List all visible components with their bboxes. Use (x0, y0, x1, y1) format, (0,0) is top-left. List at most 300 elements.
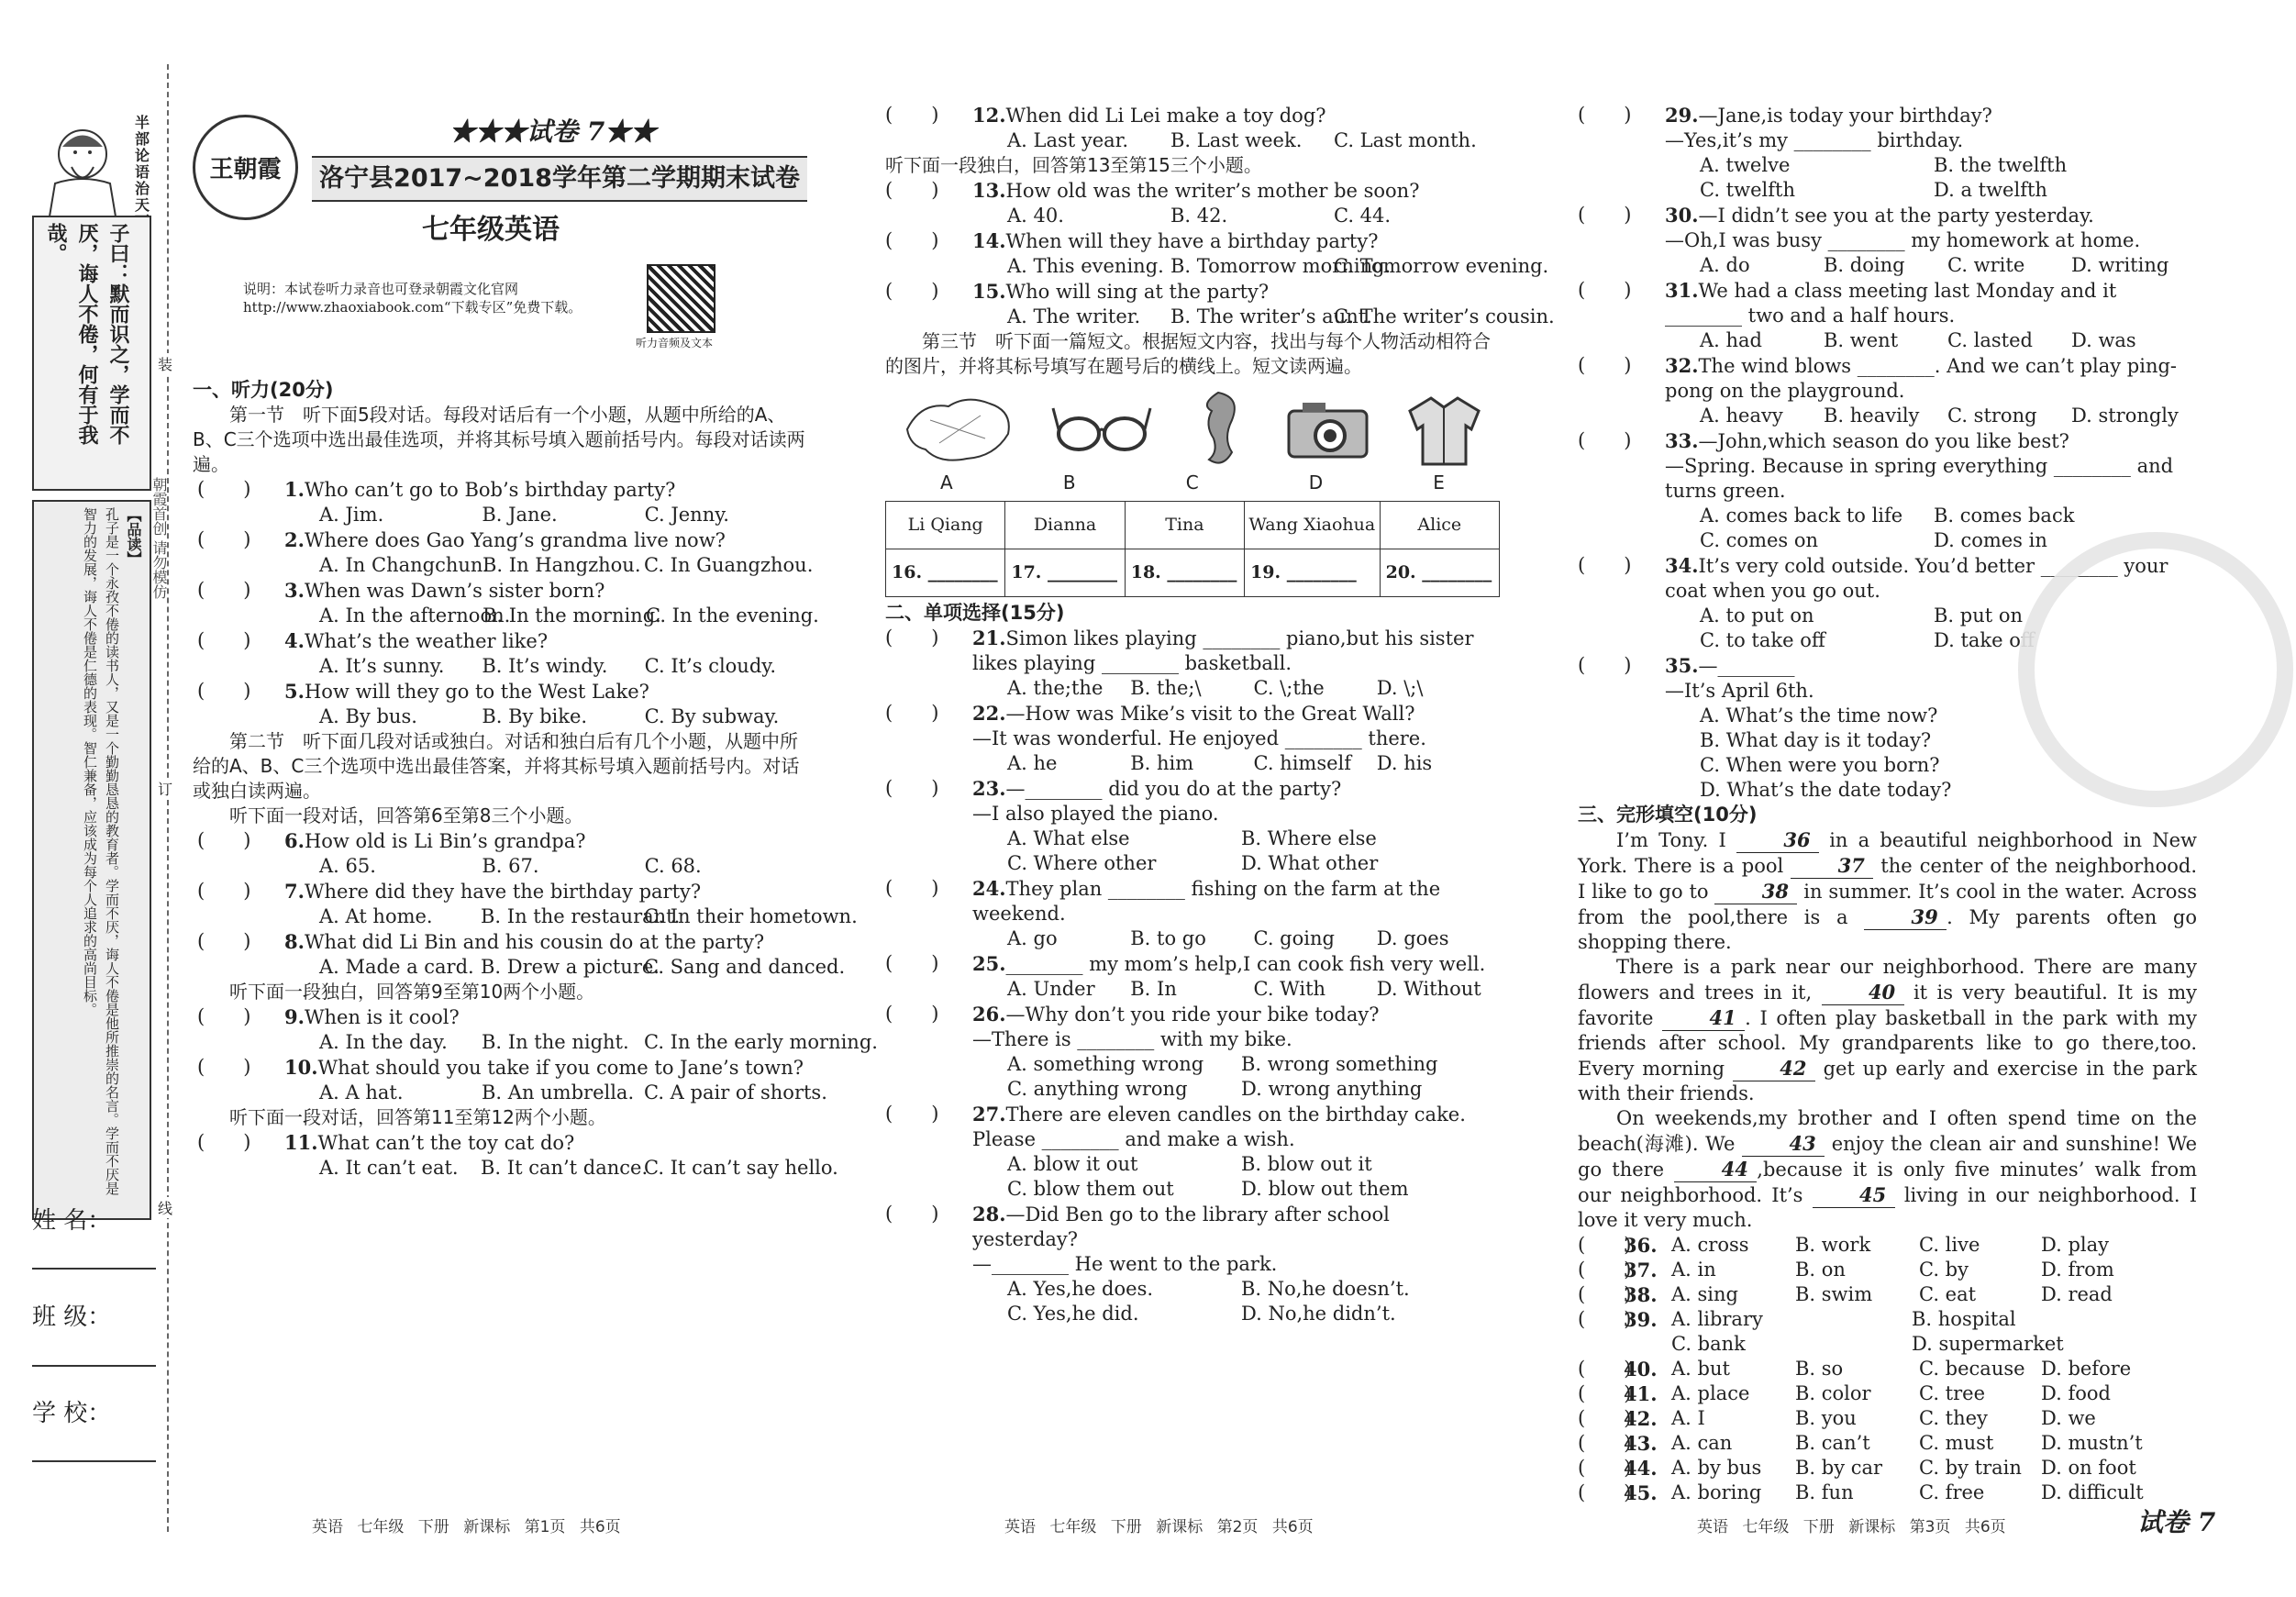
option-d[interactable]: D. What other (1241, 852, 1379, 874)
options-row (972, 826, 1500, 851)
option-c[interactable]: C. In the evening. (646, 604, 819, 627)
blank-43[interactable]: 43 (1742, 1131, 1825, 1157)
side-vertical-text: 朝霞首创 请勿模仿 (150, 477, 168, 600)
name-li-qiang: Li Qiang (886, 502, 1005, 549)
option-a[interactable]: A. can (1671, 1432, 1733, 1454)
option-a[interactable]: A. something wrong (1007, 1053, 1204, 1075)
answer-bracket[interactable]: ( ) (885, 104, 939, 126)
options-row (972, 977, 1500, 1002)
question-text (972, 1202, 1500, 1252)
option-a[interactable]: A. What else (1007, 827, 1130, 849)
option-d[interactable]: D. from (2041, 1259, 2114, 1281)
option-a[interactable]: A. In the day. (319, 1031, 448, 1053)
option-c[interactable]: C. 68. (644, 855, 702, 877)
answer-bracket[interactable]: ( ) (1578, 1432, 1632, 1454)
answer-bracket[interactable]: ( ) (1578, 429, 1632, 451)
page-footer-1: 英语 七年级 下册 新课标 第1页 共6页 (312, 1518, 621, 1536)
cloze-paragraph-1: I’m Tony. I 36 in a beautiful neighborhood in New York. There is a pool 37 the center of the neighborhood. I like to go to 38 in summer. It’s cool in the water. Across from the pool,there is a 39 . My parents often go shopping there. (1578, 828, 2198, 953)
option-b[interactable]: B. doing (1824, 254, 1905, 276)
answer-19[interactable]: 19. ________ (1245, 549, 1381, 597)
option-b[interactable]: B. 67. (482, 855, 539, 877)
answer-bracket[interactable]: ( ) (1578, 1358, 1632, 1380)
option-b[interactable]: B. swim (1795, 1283, 1873, 1305)
cloze-paragraph-3: On weekends,my brother and I often spend time on the beach(海滩). We 43 enjoy the clean air and sunshine! We go there 44 ,because it is only five minutes’ walk from our neighborhood. It’s 45 living in our neighborhood. I love it very much. (1578, 1107, 2198, 1231)
option-d[interactable]: D. writing (2071, 254, 2169, 276)
option-b[interactable]: B. Drew a picture. (481, 956, 660, 978)
question-stem: —Yes,it’s my ________ birthday. (1665, 129, 1964, 151)
options-row (1665, 178, 2197, 203)
answer-bracket[interactable]: ( ) (1578, 1234, 1632, 1256)
option-d[interactable]: D. strongly (2071, 405, 2179, 427)
option-b[interactable]: B. on (1795, 1259, 1846, 1281)
answer-bracket[interactable]: ( ) (885, 179, 939, 201)
option-c[interactable]: C. himself (1253, 752, 1352, 774)
option-b[interactable]: B. went (1824, 329, 1899, 351)
option-b[interactable]: B. The writer’s aunt. (1170, 305, 1372, 327)
question-text (972, 802, 1500, 826)
question-14 (885, 228, 1549, 279)
option-b[interactable]: B. so (1795, 1358, 1844, 1380)
question-text (972, 1002, 1500, 1027)
question-text (284, 578, 807, 604)
answer-bracket[interactable]: ( ) (1578, 104, 1632, 126)
question-21 (885, 626, 1500, 701)
option-a[interactable]: A. Jim. (319, 504, 384, 526)
option-b[interactable]: B. color (1795, 1382, 1871, 1404)
option-c[interactable]: C. Sang and danced. (644, 956, 846, 978)
question-stem: What can’t the toy cat do? (317, 1132, 575, 1154)
question-number: 36. (1624, 1234, 1658, 1257)
option-d[interactable]: D. blow out them (1241, 1178, 1409, 1200)
answer-bracket[interactable]: ( ) (1578, 554, 1632, 576)
question-number: 43. (1624, 1432, 1658, 1455)
option-c[interactable]: C. write (1947, 254, 2025, 276)
option-d[interactable]: D. on foot (2041, 1457, 2136, 1479)
motto-vertical: 半 部 论 语 治 天 (134, 114, 150, 214)
question-stem: We had a class meeting last Monday and it ________ two and a half hours. (1665, 280, 2117, 327)
options-row (972, 1177, 1500, 1202)
answer-bracket[interactable]: ( ) (197, 629, 251, 651)
option-b[interactable]: B. Last week. (1170, 129, 1303, 151)
hint-6-8: 听下面一段对话，回答第6至第8三个小题。 (229, 804, 583, 826)
option-a[interactable]: A. boring (1671, 1481, 1762, 1503)
option-a[interactable]: A. It can’t eat. (319, 1157, 459, 1179)
question-32 (1578, 353, 2197, 428)
option-a[interactable]: A. to put on (1700, 604, 1814, 627)
option-b[interactable]: B. Jane. (482, 504, 558, 526)
option-c[interactable]: C. going (1253, 927, 1335, 949)
option-b[interactable]: B. In (1130, 978, 1177, 1000)
question-text (1665, 128, 2197, 153)
option-a[interactable]: A. blow it out (1007, 1153, 1138, 1175)
option-a[interactable]: A. heavy (1700, 405, 1783, 427)
option-a[interactable]: A. but (1671, 1358, 1730, 1380)
question-text (1665, 454, 2197, 504)
answer-17[interactable]: 17. ________ (1005, 549, 1125, 597)
option-c[interactable]: C. they (1919, 1407, 1988, 1429)
question-27 (885, 1102, 1500, 1202)
blank-39[interactable]: 39 (1864, 904, 1947, 930)
option-c[interactable]: C. lasted (1947, 329, 2033, 351)
class-field[interactable] (32, 1365, 156, 1367)
answer-bracket[interactable]: ( ) (197, 579, 251, 601)
answer-bracket[interactable]: ( ) (197, 528, 251, 550)
name-wang-xiaohua: Wang Xiaohua (1245, 502, 1381, 549)
option-c[interactable]: C. Last month. (1334, 129, 1477, 151)
option-d[interactable]: D. \;\ (1376, 677, 1424, 699)
china-map-icon (903, 393, 1017, 466)
option-a[interactable]: A. In Changchun. (319, 554, 490, 576)
option-b[interactable]: B. By bike. (482, 705, 588, 727)
option-d[interactable]: D. was (2071, 329, 2136, 351)
question-stem: When did Li Lei make a toy dog? (1005, 105, 1326, 127)
option-d[interactable]: D. before (2041, 1358, 2132, 1380)
question-2 (193, 527, 814, 578)
question-11 (193, 1130, 838, 1181)
option-a[interactable]: A. Under (1007, 978, 1095, 1000)
part2-instructions: 第二节 听下面几段对话或独白。对话和独白后有几个小题，从题中所给的A、B、C三个选项中选出最佳答案，并将其标号填入题前括号内。对话或独白读两遍。 (193, 730, 800, 802)
option-a[interactable]: A. twelve (1700, 154, 1791, 176)
option-c[interactable]: C. by (1919, 1259, 1969, 1281)
answer-18[interactable]: 18. ________ (1125, 549, 1244, 597)
question-number: 44. (1624, 1457, 1658, 1480)
answer-bracket[interactable]: ( ) (1578, 1308, 1632, 1330)
option-c[interactable]: C. When were you born? (1700, 754, 1940, 776)
option-a[interactable]: A. comes back to life (1700, 505, 1903, 527)
question-number: 14. (972, 229, 1006, 252)
pindu-title: 【品读】 (125, 507, 142, 566)
answer-bracket[interactable]: ( ) (1578, 1283, 1632, 1305)
option-c[interactable]: C. 44. (1334, 205, 1392, 227)
option-b[interactable]: B. Tomorrow morning. (1170, 255, 1392, 277)
answer-bracket[interactable]: ( ) (885, 627, 939, 649)
blank-40[interactable]: 40 (1822, 980, 1904, 1005)
options-row (284, 904, 858, 929)
school-field[interactable] (32, 1460, 156, 1462)
option-c[interactable]: C. In Guangzhou. (644, 554, 814, 576)
question-text (284, 628, 807, 654)
option-b[interactable]: B. comes back (1934, 505, 2075, 527)
option-c[interactable]: C. Jenny. (644, 504, 729, 526)
question-text (284, 879, 807, 904)
option-c[interactable]: C. In the early morning. (644, 1031, 878, 1053)
option-b[interactable]: B. heavily (1824, 405, 1920, 427)
options-row (1578, 1381, 2197, 1406)
option-b[interactable]: B. hospital (1912, 1308, 2016, 1330)
question-number: 12. (972, 104, 1006, 127)
option-a[interactable]: A. I (1671, 1407, 1705, 1429)
option-a[interactable]: A. 65. (319, 855, 376, 877)
option-c[interactable]: C. anything wrong (1007, 1078, 1188, 1100)
options-row (972, 1277, 1500, 1302)
option-b[interactable]: B. It can’t dance. (481, 1157, 649, 1179)
option-a[interactable]: A. In the afternoon. (319, 604, 511, 627)
option-b[interactable]: B. Where else (1241, 827, 1377, 849)
option-a[interactable]: A. sing (1671, 1283, 1738, 1305)
option-d[interactable]: D. a twelfth (1934, 179, 2047, 201)
option-a[interactable]: A. in (1671, 1259, 1716, 1281)
option-d[interactable]: D. What’s the date today? (1700, 779, 1952, 801)
option-c[interactable]: C. twelfth (1700, 179, 1795, 201)
answer-bracket[interactable]: ( ) (197, 1056, 251, 1078)
question-stem: There are eleven candles on the birthday cake. Please ________ and make a wish. (972, 1103, 1466, 1150)
option-c[interactable]: C. comes on (1700, 529, 1819, 551)
option-d[interactable]: D. his (1376, 752, 1433, 774)
option-b[interactable]: B. fun (1795, 1481, 1854, 1503)
answer-bracket[interactable]: ( ) (885, 1103, 939, 1125)
option-b[interactable]: B. In the morning. (482, 604, 661, 627)
options-row (972, 128, 1500, 153)
option-b[interactable]: B. to go (1130, 927, 1206, 949)
question-text (1665, 103, 2197, 128)
picture-labels (885, 471, 1500, 495)
option-b[interactable]: B. can’t (1795, 1432, 1870, 1454)
question-30 (1578, 203, 2197, 278)
options-row (972, 1052, 1500, 1077)
option-b[interactable]: B. you (1795, 1407, 1857, 1429)
answer-bracket[interactable]: ( ) (885, 952, 939, 974)
option-c[interactable]: C. With (1253, 978, 1326, 1000)
answer-bracket[interactable]: ( ) (1578, 1481, 1632, 1503)
option-b[interactable]: B. What day is it today? (1700, 729, 1932, 751)
option-b[interactable]: B. No,he doesn’t. (1241, 1278, 1410, 1300)
option-b[interactable]: B. put on (1934, 604, 2024, 627)
option-a[interactable]: A. library (1671, 1308, 1763, 1330)
option-d[interactable]: D. mustn’t (2041, 1432, 2143, 1454)
option-b[interactable]: B. him (1130, 752, 1194, 774)
option-a[interactable]: A. do (1700, 254, 1750, 276)
qr-code[interactable] (647, 264, 715, 333)
question-text (972, 279, 1500, 305)
answer-bracket[interactable]: ( ) (197, 930, 251, 952)
option-c[interactable]: C. Yes,he did. (1007, 1303, 1139, 1325)
option-c[interactable]: C. Tomorrow evening. (1334, 255, 1549, 277)
answer-bracket[interactable]: ( ) (885, 1003, 939, 1025)
blank-36[interactable]: 36 (1736, 827, 1819, 853)
option-a[interactable]: A. At home. (319, 905, 433, 927)
secret-watermark (2018, 532, 2293, 807)
option-a[interactable]: A. It’s sunny. (319, 655, 445, 677)
option-d[interactable]: D. comes in (1934, 529, 2047, 551)
option-a[interactable]: A. Made a card. (319, 956, 474, 978)
option-d[interactable]: D. food (2041, 1382, 2111, 1404)
option-d[interactable]: D. read (2041, 1283, 2113, 1305)
options-row (972, 204, 1500, 228)
answer-bracket[interactable]: ( ) (1578, 1407, 1632, 1429)
blank-37[interactable]: 37 (1791, 853, 1873, 879)
answer-bracket[interactable]: ( ) (197, 680, 251, 702)
question-number: 22. (972, 702, 1006, 725)
answer-bracket[interactable]: ( ) (1578, 354, 1632, 376)
options-row (284, 654, 807, 679)
options-row (972, 676, 1500, 701)
option-c[interactable]: C. must (1919, 1432, 1994, 1454)
question-number: 9. (284, 1005, 305, 1028)
question-number: 34. (1665, 554, 1699, 577)
question-text (284, 1004, 807, 1030)
question-9 (193, 1004, 878, 1055)
question-text (284, 929, 807, 955)
option-b[interactable]: B. In Hangzhou. (482, 554, 641, 576)
question-8 (193, 929, 846, 980)
blank-45[interactable]: 45 (1813, 1182, 1895, 1208)
brand-logo-text: 王朝霞 (209, 156, 282, 183)
option-c[interactable]: C. bank (1671, 1333, 1746, 1355)
options-row (1578, 1307, 2197, 1332)
name-tina: Tina (1125, 502, 1244, 549)
option-b[interactable]: B. wrong something (1241, 1053, 1438, 1075)
option-d[interactable]: D. wrong anything (1241, 1078, 1423, 1100)
question-number: 27. (972, 1103, 1006, 1126)
blank-41[interactable]: 41 (1662, 1005, 1745, 1031)
qr-caption: 听力音频及文本 (636, 337, 714, 349)
option-c[interactable]: C. strong (1947, 405, 2037, 427)
options-row (284, 1030, 878, 1055)
pindu-text: 孔子是一个永孜不倦的读书人，又是一个勤勤恳恳的教育者。学而不厌，诲人不倦是他所推崇的名言。学而不厌是智力的发展，诲人不倦是仁德的表现。智仁兼备，应该成为每个人追求的高尚目标。 (82, 507, 120, 1195)
option-b[interactable]: B. blow out it (1241, 1153, 1372, 1175)
question-number: 42. (1624, 1407, 1658, 1430)
option-d[interactable]: D. supermarket (1912, 1333, 2064, 1355)
cloze-question-42 (1578, 1406, 2197, 1431)
name-field[interactable] (32, 1268, 156, 1270)
hint-9-10: 听下面一段独白，回答第9至第10两个小题。 (229, 981, 595, 1003)
option-a[interactable]: A. By bus. (319, 705, 417, 727)
blank-44[interactable]: 44 (1674, 1157, 1757, 1182)
option-c[interactable]: C. A pair of shorts. (644, 1081, 827, 1103)
pic-label-e: E (1433, 471, 1445, 494)
answer-bracket[interactable]: ( ) (885, 777, 939, 799)
options-row (972, 305, 1555, 329)
option-a[interactable]: A. by bus (1671, 1457, 1762, 1479)
option-b[interactable]: B. work (1795, 1234, 1871, 1256)
answer-bracket[interactable]: ( ) (197, 478, 251, 500)
answer-bracket[interactable]: ( ) (1578, 654, 1632, 676)
answer-bracket[interactable]: ( ) (197, 880, 251, 902)
option-c[interactable]: C. to take off (1700, 629, 1825, 651)
option-c[interactable]: C. live (1919, 1234, 1980, 1256)
question-7 (193, 879, 858, 929)
option-c[interactable]: C. by train (1919, 1457, 2022, 1479)
option-a[interactable]: A. go (1007, 927, 1058, 949)
option-c[interactable]: C. By subway. (644, 705, 780, 727)
options-row (972, 1077, 1500, 1102)
quote-text: 子曰：默而识之，学而不厌，诲人不倦，何有于我哉。 (44, 223, 129, 445)
page-footer-2: 英语 七年级 下册 新课标 第2页 共6页 (1004, 1518, 1314, 1536)
option-a[interactable]: A. he (1007, 752, 1058, 774)
question-text (284, 828, 807, 854)
option-a[interactable]: A. What’s the time now? (1700, 704, 1938, 726)
answer-bracket[interactable]: ( ) (1578, 1382, 1632, 1404)
answer-bracket[interactable]: ( ) (197, 1005, 251, 1027)
answer-bracket[interactable]: ( ) (885, 280, 939, 302)
option-a[interactable]: A. the;the (1007, 677, 1104, 699)
option-a[interactable]: A. Last year. (1007, 129, 1129, 151)
option-c[interactable]: C. It can’t say hello. (644, 1157, 838, 1179)
option-b[interactable]: B. It’s windy. (482, 655, 608, 677)
options-row (284, 604, 819, 628)
option-b[interactable]: B. In the restaurant. (481, 905, 681, 927)
option-d[interactable]: D. Without (1376, 978, 1481, 1000)
answer-20[interactable]: 20. ________ (1380, 549, 1499, 597)
question-number: 41. (1624, 1382, 1658, 1405)
option-a[interactable]: A. had (1700, 329, 1763, 351)
option-a[interactable]: A. The writer. (1007, 305, 1141, 327)
option-d[interactable]: D. take off (1934, 629, 2035, 651)
option-d[interactable]: D. we (2041, 1407, 2096, 1429)
option-b[interactable]: B. by car (1795, 1457, 1883, 1479)
blank-42[interactable]: 42 (1733, 1056, 1815, 1081)
answer-bracket[interactable]: ( ) (885, 1203, 939, 1225)
option-c[interactable]: C. tree (1919, 1382, 1986, 1404)
answer-bracket[interactable]: ( ) (885, 229, 939, 251)
option-a[interactable]: A. This evening. (1007, 255, 1164, 277)
question-number: 33. (1665, 429, 1699, 452)
option-b[interactable]: B. the twelfth (1934, 154, 2068, 176)
question-15 (885, 279, 1555, 329)
blank-38[interactable]: 38 (1714, 879, 1797, 904)
question-text (972, 228, 1500, 254)
option-c[interactable]: C. In their hometown. (644, 905, 858, 927)
answer-bracket[interactable]: ( ) (1578, 1457, 1632, 1479)
answer-bracket[interactable]: ( ) (885, 702, 939, 724)
option-c[interactable]: C. because (1919, 1358, 2025, 1380)
option-a[interactable]: A. Yes,he does. (1007, 1278, 1154, 1300)
cut-mark-2: 订 (158, 778, 172, 799)
option-b[interactable]: B. In the night. (482, 1031, 629, 1053)
answer-bracket[interactable]: ( ) (1578, 1259, 1632, 1281)
column-1 (193, 378, 878, 1181)
option-b[interactable]: B. 42. (1170, 205, 1228, 227)
option-d[interactable]: D. No,he didn’t. (1241, 1303, 1396, 1325)
option-c[interactable]: C. eat (1919, 1283, 1977, 1305)
option-c[interactable]: C. blow them out (1007, 1178, 1174, 1200)
option-c[interactable]: C. Where other (1007, 852, 1157, 874)
cloze-question-40 (1578, 1357, 2197, 1381)
question-3 (193, 578, 819, 628)
answer-16[interactable]: 16. ________ (886, 549, 1005, 597)
question-number: 26. (972, 1003, 1006, 1026)
page-footer-3: 英语 七年级 下册 新课标 第3页 共6页 (1697, 1518, 2006, 1536)
option-b[interactable]: B. An umbrella. (482, 1081, 635, 1103)
option-c[interactable]: C. \;the (1253, 677, 1325, 699)
question-25 (885, 951, 1500, 1002)
answer-bracket[interactable]: ( ) (1578, 204, 1632, 226)
option-d[interactable]: D. goes (1376, 927, 1449, 949)
option-a[interactable]: A. place (1671, 1382, 1750, 1404)
question-number: 45. (1624, 1481, 1658, 1504)
audio-note: 说明：本试卷听力录音也可登录朝霞文化官网 http://www.zhaoxiabook.com“下载专区”免费下载。 (243, 281, 582, 316)
answer-bracket[interactable]: ( ) (197, 829, 251, 851)
answer-bracket[interactable]: ( ) (1578, 279, 1632, 301)
option-c[interactable]: C. free (1919, 1481, 1985, 1503)
answer-bracket[interactable]: ( ) (197, 1131, 251, 1153)
question-stem: —There is ________ with my bike. (972, 1028, 1292, 1050)
option-b[interactable]: B. the;\ (1130, 677, 1202, 699)
question-stem: —Why don’t you ride your bike today? (1005, 1004, 1380, 1026)
option-d[interactable]: D. play (2041, 1234, 2109, 1256)
question-number: 4. (284, 629, 305, 652)
option-a[interactable]: A. A hat. (319, 1081, 404, 1103)
name-alice: Alice (1380, 502, 1499, 549)
pic-label-c: C (1185, 471, 1199, 494)
option-a[interactable]: A. cross (1671, 1234, 1749, 1256)
option-d[interactable]: D. difficult (2041, 1481, 2144, 1503)
option-c[interactable]: C. It’s cloudy. (644, 655, 777, 677)
option-c[interactable]: C. The writer’s cousin. (1334, 305, 1555, 327)
question-text (1665, 203, 2197, 228)
option-a[interactable]: A. 40. (1007, 205, 1064, 227)
answer-bracket[interactable]: ( ) (885, 877, 939, 899)
